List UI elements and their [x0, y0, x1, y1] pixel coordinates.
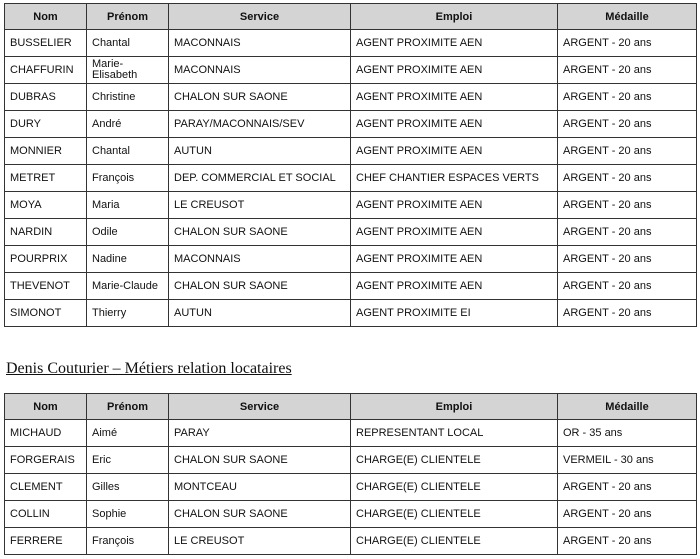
emploi-cell: AGENT PROXIMITE AEN: [351, 192, 558, 219]
emploi-cell: AGENT PROXIMITE AEN: [351, 84, 558, 111]
table-row: [5, 111, 697, 138]
emploi-cell: AGENT PROXIMITE EI: [351, 300, 558, 327]
header-service: Service: [169, 4, 351, 30]
medaille-cell: ARGENT - 20 ans: [558, 84, 697, 111]
nom-cell: FERRERE: [5, 528, 87, 555]
emploi-cell: CHARGE(E) CLIENTELE: [351, 501, 558, 528]
emploi-cell: AGENT PROXIMITE AEN: [351, 138, 558, 165]
nom-cell: POURPRIX: [5, 246, 87, 273]
service-cell: MACONNAIS: [169, 246, 351, 273]
service-cell: CHALON SUR SAONE: [169, 447, 351, 474]
table-row: [5, 447, 697, 474]
table-row: [5, 192, 697, 219]
emploi-cell: AGENT PROXIMITE AEN: [351, 273, 558, 300]
prenom-cell: Marie-Claude: [87, 273, 169, 300]
table-header-row: [5, 394, 697, 420]
emploi-cell: CHARGE(E) CLIENTELE: [351, 474, 558, 501]
medaille-cell: ARGENT - 20 ans: [558, 300, 697, 327]
nom-cell: SIMONOT: [5, 300, 87, 327]
service-cell: CHALON SUR SAONE: [169, 501, 351, 528]
service-cell: CHALON SUR SAONE: [169, 273, 351, 300]
medaille-cell: VERMEIL - 30 ans: [558, 447, 697, 474]
prenom-cell: Chantal: [87, 138, 169, 165]
prenom-cell: Nadine: [87, 246, 169, 273]
emploi-cell: AGENT PROXIMITE AEN: [351, 246, 558, 273]
nom-cell: MOYA: [5, 192, 87, 219]
prenom-cell: Maria: [87, 192, 169, 219]
header-emploi: Emploi: [351, 394, 558, 420]
service-cell: MACONNAIS: [169, 30, 351, 57]
prenom-cell: Christine: [87, 84, 169, 111]
medal-table-1: [4, 3, 697, 327]
table-row: [5, 165, 697, 192]
table-row: [5, 246, 697, 273]
service-cell: PARAY: [169, 420, 351, 447]
service-cell: AUTUN: [169, 138, 351, 165]
nom-cell: THEVENOT: [5, 273, 87, 300]
prenom-cell: Marie-Elisabeth: [87, 57, 169, 84]
medaille-cell: ARGENT - 20 ans: [558, 528, 697, 555]
emploi-cell: CHARGE(E) CLIENTELE: [351, 447, 558, 474]
table-row: [5, 300, 697, 327]
nom-cell: MICHAUD: [5, 420, 87, 447]
prenom-cell: Chantal: [87, 30, 169, 57]
header-emploi: Emploi: [351, 4, 558, 30]
medaille-cell: ARGENT - 20 ans: [558, 246, 697, 273]
header-medaille: Médaille: [558, 4, 697, 30]
table-row: [5, 138, 697, 165]
table-row: [5, 57, 697, 84]
nom-cell: NARDIN: [5, 219, 87, 246]
medaille-cell: ARGENT - 20 ans: [558, 111, 697, 138]
table-row: [5, 501, 697, 528]
service-cell: MONTCEAU: [169, 474, 351, 501]
emploi-cell: AGENT PROXIMITE AEN: [351, 219, 558, 246]
service-cell: LE CREUSOT: [169, 192, 351, 219]
prenom-cell: Aimé: [87, 420, 169, 447]
table-row: [5, 420, 697, 447]
table-row: [5, 84, 697, 111]
medaille-cell: ARGENT - 20 ans: [558, 165, 697, 192]
table-header-row: [5, 4, 697, 30]
service-cell: LE CREUSOT: [169, 528, 351, 555]
table-row: [5, 528, 697, 555]
nom-cell: FORGERAIS: [5, 447, 87, 474]
table-row: [5, 30, 697, 57]
service-cell: PARAY/MACONNAIS/SEV: [169, 111, 351, 138]
service-cell: AUTUN: [169, 300, 351, 327]
emploi-cell: CHARGE(E) CLIENTELE: [351, 528, 558, 555]
emploi-cell: AGENT PROXIMITE AEN: [351, 111, 558, 138]
header-prenom: Prénom: [87, 4, 169, 30]
table-row: [5, 219, 697, 246]
nom-cell: MONNIER: [5, 138, 87, 165]
header-service: Service: [169, 394, 351, 420]
prenom-cell: Eric: [87, 447, 169, 474]
prenom-cell: François: [87, 528, 169, 555]
service-cell: CHALON SUR SAONE: [169, 219, 351, 246]
medaille-cell: ARGENT - 20 ans: [558, 219, 697, 246]
prenom-cell: Thierry: [87, 300, 169, 327]
prenom-cell: Gilles: [87, 474, 169, 501]
emploi-cell: AGENT PROXIMITE AEN: [351, 30, 558, 57]
prenom-cell: François: [87, 165, 169, 192]
service-cell: MACONNAIS: [169, 57, 351, 84]
service-cell: DEP. COMMERCIAL ET SOCIAL: [169, 165, 351, 192]
header-nom: Nom: [5, 394, 87, 420]
prenom-cell: André: [87, 111, 169, 138]
medal-table-2: [4, 393, 697, 555]
service-cell: CHALON SUR SAONE: [169, 84, 351, 111]
nom-cell: METRET: [5, 165, 87, 192]
table-row: [5, 474, 697, 501]
medaille-cell: OR - 35 ans: [558, 420, 697, 447]
prenom-cell: Odile: [87, 219, 169, 246]
medaille-cell: ARGENT - 20 ans: [558, 57, 697, 84]
medaille-cell: ARGENT - 20 ans: [558, 501, 697, 528]
nom-cell: CHAFFURIN: [5, 57, 87, 84]
section-title: Denis Couturier – Métiers relation locataires: [6, 360, 292, 377]
nom-cell: CLEMENT: [5, 474, 87, 501]
medaille-cell: ARGENT - 20 ans: [558, 192, 697, 219]
emploi-cell: CHEF CHANTIER ESPACES VERTS: [351, 165, 558, 192]
header-nom: Nom: [5, 4, 87, 30]
medaille-cell: ARGENT - 20 ans: [558, 474, 697, 501]
emploi-cell: REPRESENTANT LOCAL: [351, 420, 558, 447]
nom-cell: BUSSELIER: [5, 30, 87, 57]
nom-cell: DUBRAS: [5, 84, 87, 111]
prenom-cell: Sophie: [87, 501, 169, 528]
medaille-cell: ARGENT - 20 ans: [558, 30, 697, 57]
table-row: [5, 273, 697, 300]
emploi-cell: AGENT PROXIMITE AEN: [351, 57, 558, 84]
nom-cell: COLLIN: [5, 501, 87, 528]
medaille-cell: ARGENT - 20 ans: [558, 138, 697, 165]
header-medaille: Médaille: [558, 394, 697, 420]
nom-cell: DURY: [5, 111, 87, 138]
header-prenom: Prénom: [87, 394, 169, 420]
medaille-cell: ARGENT - 20 ans: [558, 273, 697, 300]
